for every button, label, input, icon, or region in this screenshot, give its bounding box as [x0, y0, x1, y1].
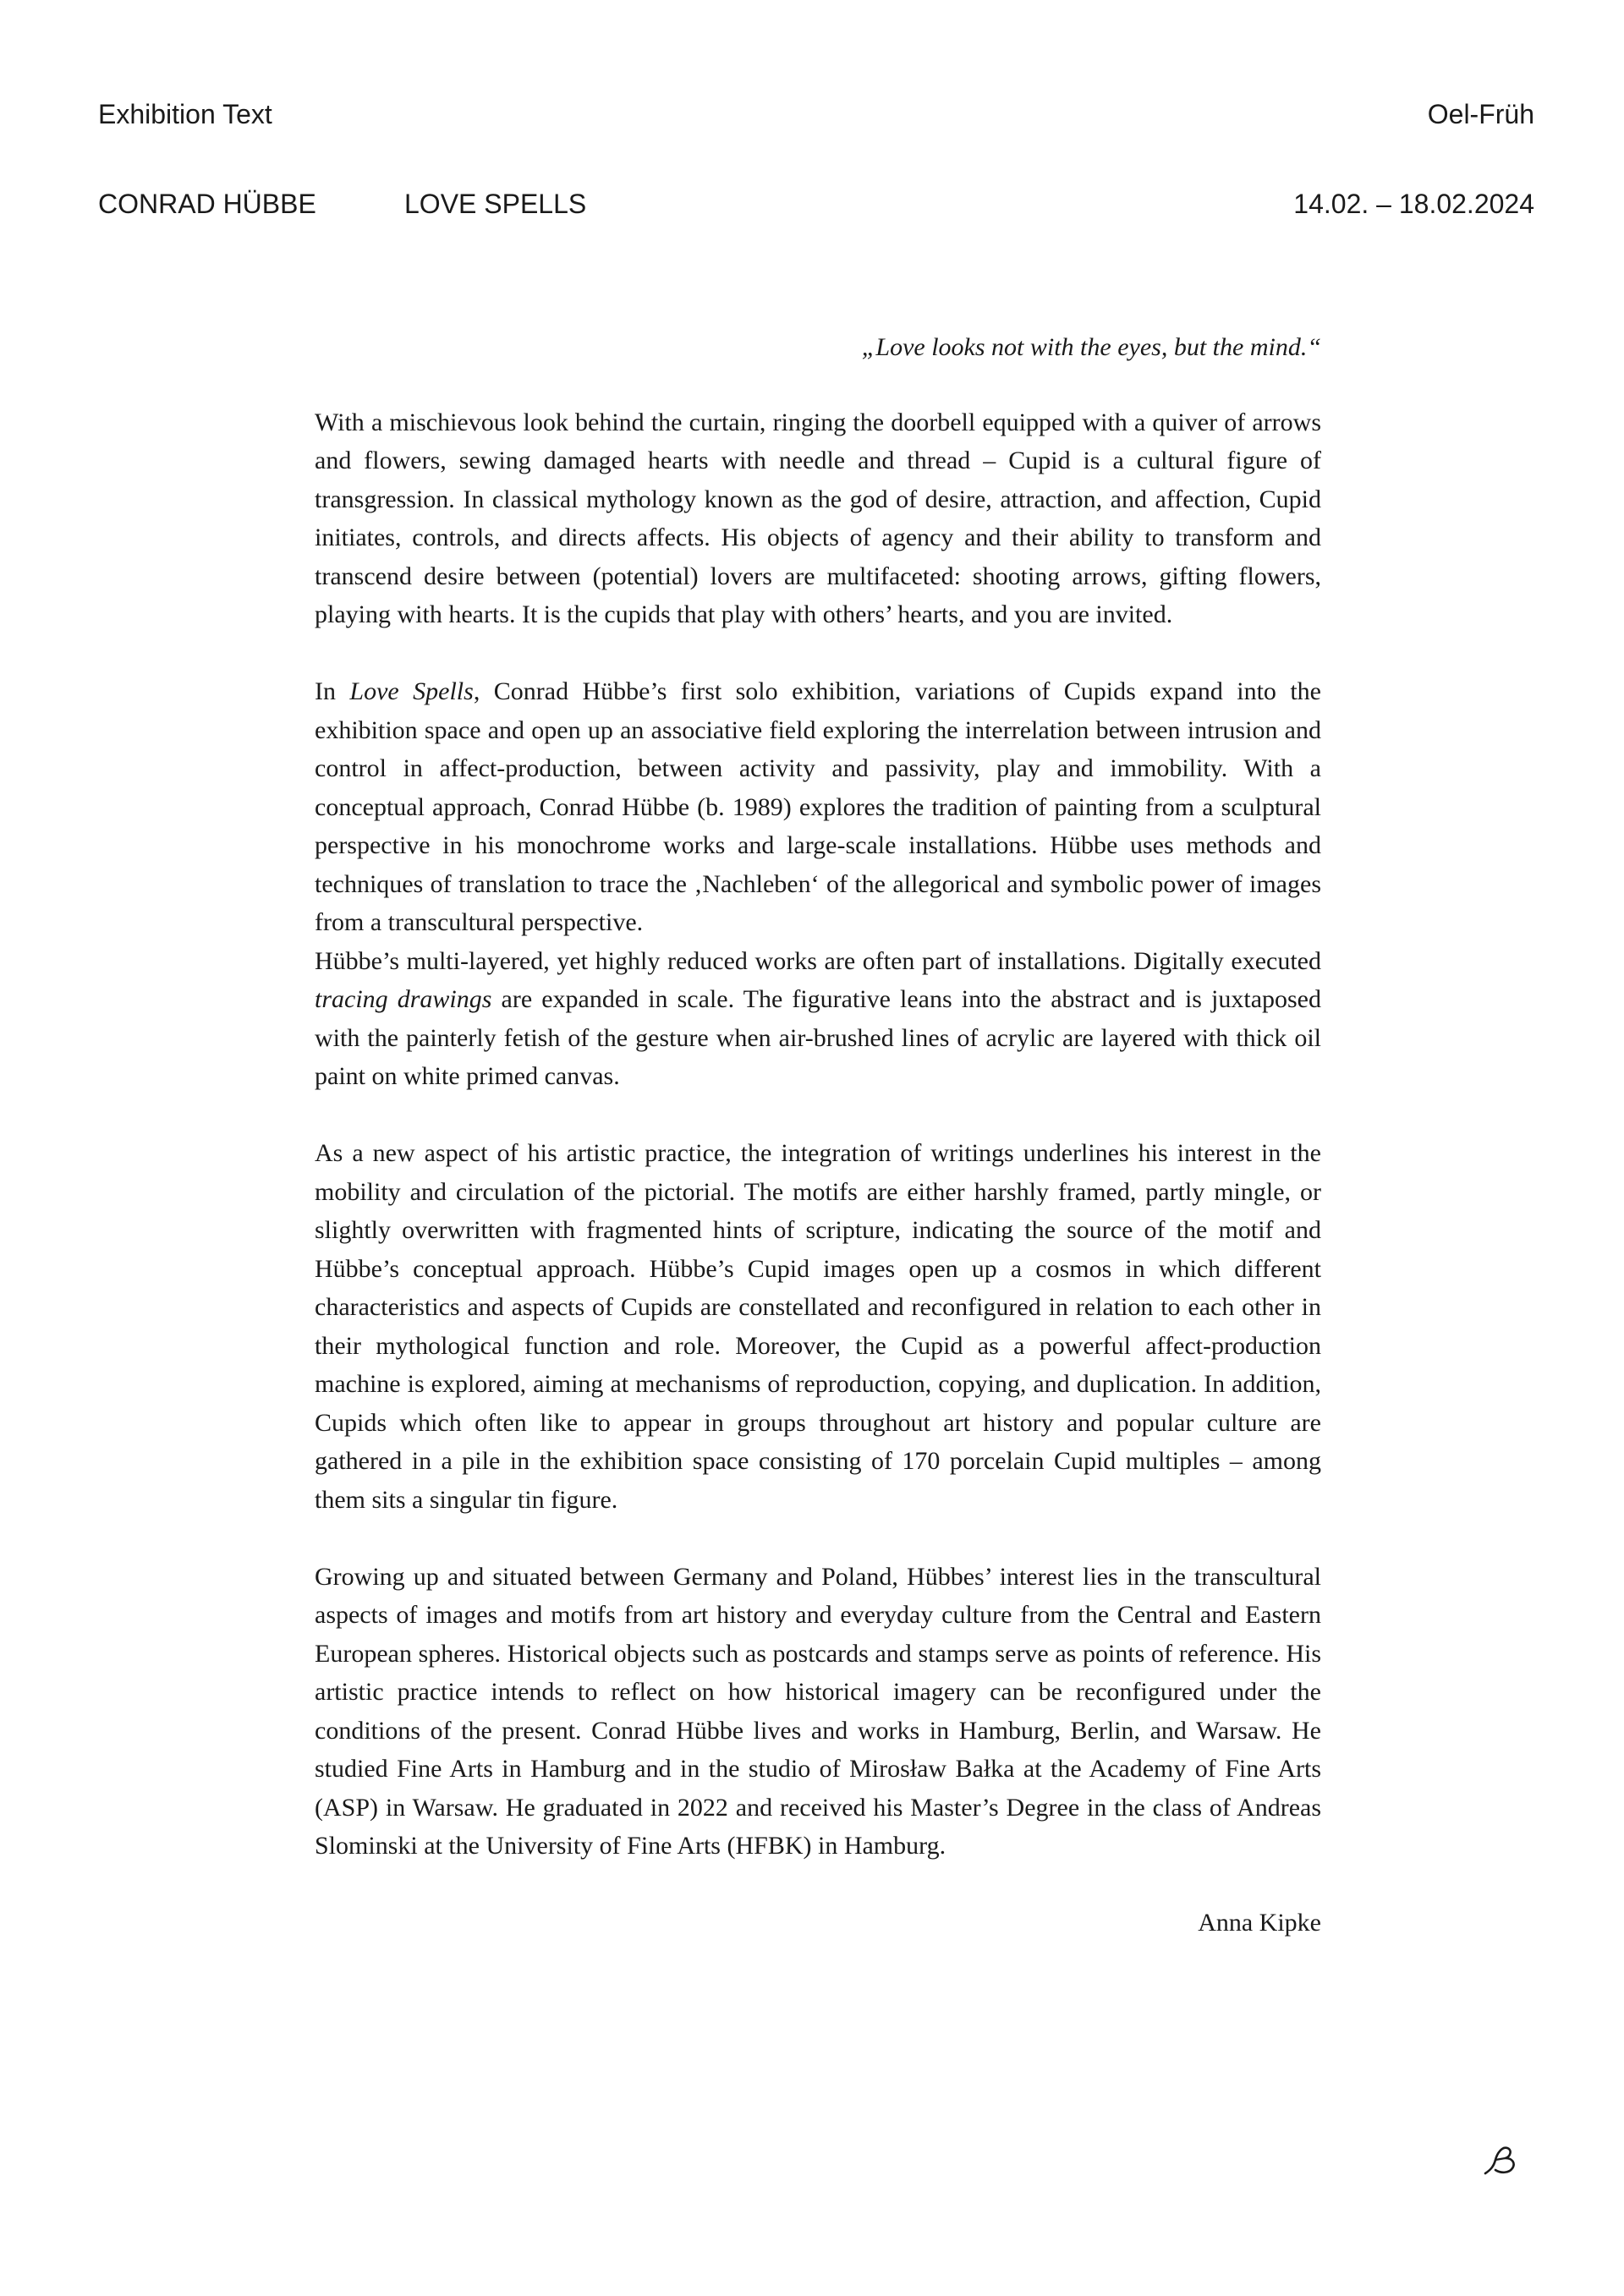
epigraph-quote: „Love looks not with the eyes, but the mind.“: [861, 333, 1321, 361]
artist-name: CONRAD HÜBBE: [98, 189, 316, 219]
paragraph-2-text-a: In: [315, 677, 350, 705]
exhibition-title: LOVE SPELLS: [404, 189, 587, 219]
paragraph-3-text-b: are expanded in scale. The figurative leans into the abstract and is juxtaposed with the painterly fetish of the gesture when air-brushed lines of acrylic are layered with thick oil paint on white primed canvas.: [315, 985, 1321, 1090]
paragraph-1: With a mischievous look behind the curtain, ringing the doorbell equipped with a quiver of arrows and flowers, sewing damaged hearts with needle and thread – Cupid is a cultural figure of transgression. In classical mythology known as the god of desire, attraction, and affection, Cupid initiates, controls, and directs affects. His objects of agency and their ability to transform and transcend desire between (potential) lovers are multifaceted: shooting arrows, gifting flowers, playing with hearts. It is the cupids that play with others’ hearts, and you are invited.: [315, 408, 1321, 628]
gallery-name: Oel-Früh: [1427, 99, 1534, 129]
gallery-logo-icon: [1482, 2141, 1519, 2178]
paragraph-5: Growing up and situated between Germany and Poland, Hübbes’ interest lies in the transcultural aspects of images and motifs from art history and everyday culture from the Central and Eastern European spheres. Historical objects such as postcards and stamps serve as points of reference. His artistic practice intends to reflect on how historical imagery can be reconfigured under the conditions of the present. Conrad Hübbe lives and works in Hamburg, Berlin, and Warsaw. He studied Fine Arts in Hamburg and in the studio of Mirosław Bałka at the Academy of Fine Arts (ASP) in Warsaw. He graduated in 2022 and received his Master’s Degree in the class of Andreas Slominski at the University of Fine Arts (HFBK) in Hamburg.: [315, 1562, 1321, 1860]
paragraph-2-text-b: , Conrad Hübbe’s first solo exhibition, variations of Cupids expand into the exhibition space and open up an associative field exploring the interrelation between intrusion and control in affect-production, between activity and passivity, play and immobility. With a conceptual approach, Conrad Hübbe (b. 1989) explores the tradition of painting from a sculptural perspective in his monochrome works and large-scale installations. Hübbe uses methods and techniques of translation to trace the ‚Nachleben‘ of the allegorical and symbolic power of images from a transcultural perspective.: [315, 677, 1321, 936]
author-signature: Anna Kipke: [1198, 1909, 1321, 1937]
exhibition-dates: 14.02. – 18.02.2024: [1293, 189, 1534, 219]
paragraph-3-text-a: Hübbe’s multi-layered, yet highly reduced works are often part of installations. Digitally executed: [315, 946, 1321, 975]
document-label: Exhibition Text: [98, 99, 272, 129]
paragraph-2: [315, 672, 1321, 942]
exhibition-text: [315, 328, 1321, 1943]
paragraph-4: As a new aspect of his artistic practice, the integration of writings underlines his interest in the mobility and circulation of the pictorial. The motifs are either harshly framed, partly mingle, or slightly overwritten with fragmented hints of scripture, indicating the source of the motif and Hübbe’s conceptual approach. Hübbe’s Cupid images open up a cosmos in which different characteristics and aspects of Cupids are constellated and reconfigured in relation to each other in their mythological function and role. Moreover, the Cupid as a powerful affect-production machine is explored, aiming at mechanisms of reproduction, copying, and duplication. In addition, Cupids which often like to appear in groups throughout art history and popular culture are gathered in a pile in the exhibition space consisting of 170 porcelain Cupid multiples – among them sits a singular tin figure.: [315, 1139, 1321, 1514]
paragraph-3: [315, 942, 1321, 1096]
exhibition-title-italic: Love Spells: [349, 677, 474, 705]
tracing-drawings-italic: tracing drawings: [315, 985, 492, 1013]
